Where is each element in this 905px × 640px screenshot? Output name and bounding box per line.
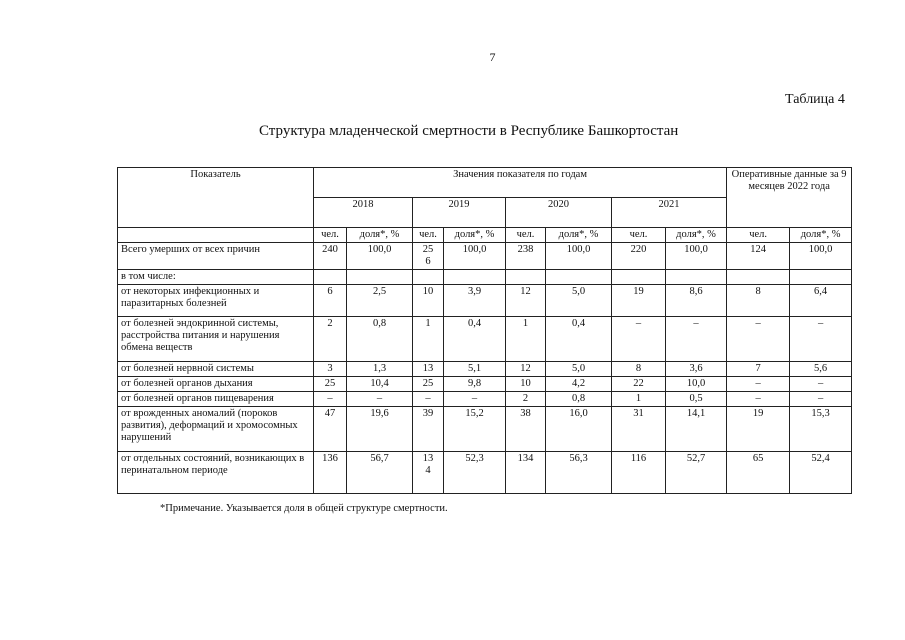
table-cell: –	[727, 317, 790, 362]
header-people: чел.	[727, 228, 790, 243]
table-cell: 2,5	[347, 285, 413, 317]
table-cell: 10	[506, 377, 546, 392]
table-cell: 38	[506, 407, 546, 452]
table-cell: 8	[727, 285, 790, 317]
table-cell	[444, 270, 506, 285]
table-cell: 19	[727, 407, 790, 452]
table-label: Таблица 4	[785, 92, 845, 107]
table-cell: 39	[413, 407, 444, 452]
header-year: 2021	[612, 198, 727, 228]
header-share: доля*, %	[790, 228, 852, 243]
table-cell: 22	[612, 377, 666, 392]
table-cell: –	[727, 377, 790, 392]
table-cell: 56,3	[546, 452, 612, 494]
table-cell: 1	[413, 317, 444, 362]
table-cell: –	[790, 392, 852, 407]
table-cell: 52,7	[666, 452, 727, 494]
table-cell: 0,5	[666, 392, 727, 407]
table-cell: 7	[727, 362, 790, 377]
table-cell: 1	[612, 392, 666, 407]
table-cell: 25	[413, 377, 444, 392]
table-cell: 1,3	[347, 362, 413, 377]
table-cell	[790, 270, 852, 285]
table-cell: 5,6	[790, 362, 852, 377]
table-cell: 52,3	[444, 452, 506, 494]
table-row	[118, 392, 852, 407]
table-cell: 0,8	[347, 317, 413, 362]
table-cell: 2	[506, 392, 546, 407]
row-label: от врожденных аномалий (пороков развития), деформаций и хромосомных нарушений	[118, 407, 314, 452]
page-number: 7	[489, 50, 496, 64]
table-cell: 238	[506, 243, 546, 270]
header-people: чел.	[413, 228, 444, 243]
table-cell: 100,0	[347, 243, 413, 270]
table-cell: 12	[506, 362, 546, 377]
table-cell: 14,1	[666, 407, 727, 452]
table-note: *Примечание. Указывается доля в общей структуре смертности.	[160, 503, 448, 514]
row-label: в том числе:	[118, 270, 314, 285]
table-cell: 0,8	[546, 392, 612, 407]
table-cell: 5,0	[546, 285, 612, 317]
table-cell: 3	[314, 362, 347, 377]
table-cell: 136	[314, 452, 347, 494]
table-cell: 25	[314, 377, 347, 392]
table-cell: 25 6	[413, 243, 444, 270]
table-cell: 9,8	[444, 377, 506, 392]
table-cell	[413, 270, 444, 285]
table-cell: 8	[612, 362, 666, 377]
table-cell: –	[666, 317, 727, 362]
table-cell	[666, 270, 727, 285]
table-cell: 13	[413, 362, 444, 377]
table-cell: 31	[612, 407, 666, 452]
header-year: 2018	[314, 198, 413, 228]
table-cell: 5,0	[546, 362, 612, 377]
table-cell: –	[790, 317, 852, 362]
table-cell: 100,0	[444, 243, 506, 270]
table-cell	[546, 270, 612, 285]
row-label: от болезней нервной системы	[118, 362, 314, 377]
mortality-table	[117, 167, 852, 494]
table-cell: 134	[506, 452, 546, 494]
header-indicator: Показатель	[118, 168, 314, 228]
table-row	[118, 285, 852, 317]
header-spacer	[118, 228, 314, 243]
header-year: 2020	[506, 198, 612, 228]
table-cell: 1	[506, 317, 546, 362]
table-cell: 13 4	[413, 452, 444, 494]
header-operational: Оперативные данные за 9 месяцев 2022 года	[727, 168, 852, 228]
table-cell: 10,4	[347, 377, 413, 392]
table-cell: 0,4	[546, 317, 612, 362]
table-cell: 65	[727, 452, 790, 494]
header-people: чел.	[506, 228, 546, 243]
table-cell: 10	[413, 285, 444, 317]
table-cell: 3,6	[666, 362, 727, 377]
table-cell: –	[413, 392, 444, 407]
table-cell: 15,3	[790, 407, 852, 452]
table-cell	[506, 270, 546, 285]
table-cell: 220	[612, 243, 666, 270]
header-share: доля*, %	[444, 228, 506, 243]
table-row	[118, 317, 852, 362]
table-row	[118, 362, 852, 377]
table-cell: 6	[314, 285, 347, 317]
table-cell	[347, 270, 413, 285]
row-label: от болезней органов дыхания	[118, 377, 314, 392]
table-cell: 10,0	[666, 377, 727, 392]
table-row	[118, 377, 852, 392]
table-cell: –	[727, 392, 790, 407]
table-cell: 47	[314, 407, 347, 452]
table-cell: 12	[506, 285, 546, 317]
table-cell: 15,2	[444, 407, 506, 452]
table-cell: 0,4	[444, 317, 506, 362]
table-row	[118, 243, 852, 270]
table-row	[118, 452, 852, 494]
table-cell: 124	[727, 243, 790, 270]
row-label: от некоторых инфекционных и паразитарных болезней	[118, 285, 314, 317]
table-cell: 100,0	[666, 243, 727, 270]
table-cell: 52,4	[790, 452, 852, 494]
table-cell: 5,1	[444, 362, 506, 377]
table-cell: 16,0	[546, 407, 612, 452]
table-cell: 116	[612, 452, 666, 494]
table-cell	[612, 270, 666, 285]
header-year: 2019	[413, 198, 506, 228]
table-row	[118, 270, 852, 285]
table-cell: –	[314, 392, 347, 407]
table-cell: –	[790, 377, 852, 392]
table-cell: –	[347, 392, 413, 407]
table-row	[118, 407, 852, 452]
table-cell: 100,0	[790, 243, 852, 270]
header-people: чел.	[314, 228, 347, 243]
table-cell: 6,4	[790, 285, 852, 317]
table-cell: –	[612, 317, 666, 362]
row-label: от болезней эндокринной системы, расстройства питания и нарушения обмена веществ	[118, 317, 314, 362]
table-cell: 100,0	[546, 243, 612, 270]
table-cell: 2	[314, 317, 347, 362]
row-label: от болезней органов пищеварения	[118, 392, 314, 407]
header-share: доля*, %	[347, 228, 413, 243]
row-label: от отдельных состояний, возникающих в перинатальном периоде	[118, 452, 314, 494]
table-cell: 8,6	[666, 285, 727, 317]
table-cell: 19	[612, 285, 666, 317]
table-cell	[314, 270, 347, 285]
table-cell: 56,7	[347, 452, 413, 494]
row-label: Всего умерших от всех причин	[118, 243, 314, 270]
header-share: доля*, %	[666, 228, 727, 243]
header-people: чел.	[612, 228, 666, 243]
table-title: Структура младенческой смертности в Республике Башкортостан	[259, 123, 679, 139]
table-cell: 3,9	[444, 285, 506, 317]
table-cell: –	[444, 392, 506, 407]
table-cell: 19,6	[347, 407, 413, 452]
header-share: доля*, %	[546, 228, 612, 243]
table-cell: 240	[314, 243, 347, 270]
table-cell	[727, 270, 790, 285]
header-values-by-year: Значения показателя по годам	[314, 168, 727, 198]
table-cell: 4,2	[546, 377, 612, 392]
